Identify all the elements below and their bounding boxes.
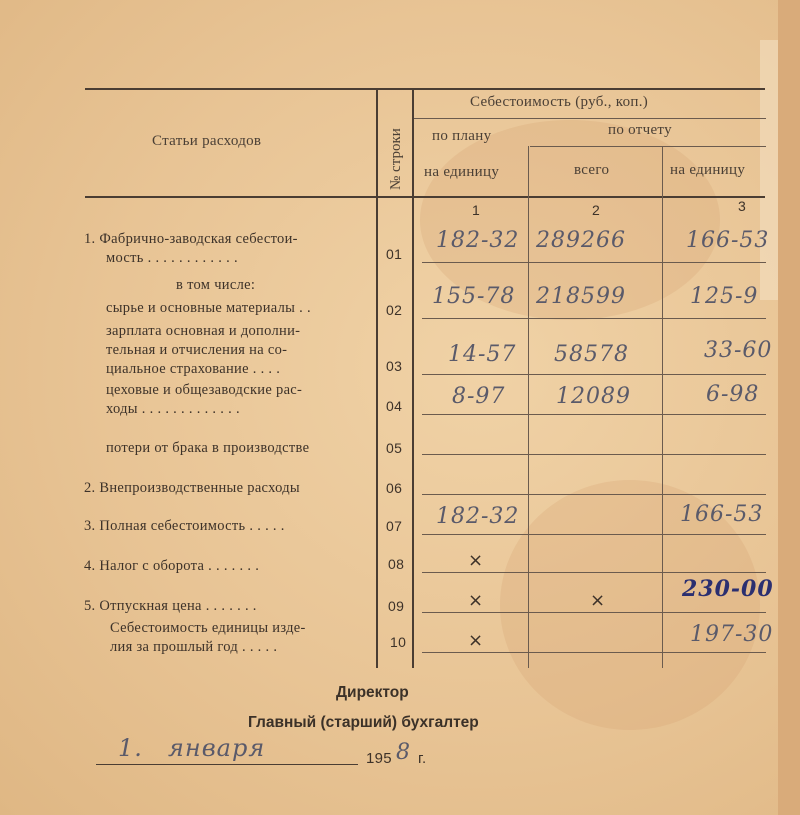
row-label: цеховые и общезаводские рас- bbox=[106, 382, 303, 398]
row-line bbox=[422, 494, 766, 495]
row-label: 1. Фабрично-заводская себестои- bbox=[84, 231, 298, 247]
paper-edge bbox=[778, 0, 800, 815]
row-line bbox=[422, 534, 766, 535]
date-line bbox=[96, 764, 358, 765]
column-divider bbox=[528, 146, 529, 668]
director-label: Директор bbox=[336, 684, 409, 701]
header-by-report: по отчету bbox=[608, 122, 672, 138]
row-code: 04 bbox=[386, 398, 403, 414]
row-line bbox=[422, 612, 766, 613]
handwritten-value: 289266 bbox=[536, 228, 626, 253]
row-line bbox=[422, 652, 766, 653]
row-line bbox=[422, 414, 766, 415]
row-label: зарплата основная и дополни- bbox=[106, 323, 301, 339]
column-divider bbox=[412, 88, 414, 668]
handwritten-value: 6-98 bbox=[706, 382, 760, 407]
year-suffix: г. bbox=[418, 750, 427, 767]
row-code: 09 bbox=[388, 598, 405, 614]
handwritten-value: 12089 bbox=[556, 384, 631, 409]
row-label: потери от брака в производстве bbox=[106, 440, 310, 456]
handwritten-value: 58578 bbox=[554, 342, 629, 367]
column-number: 1 bbox=[472, 202, 481, 218]
row-label: 2. Внепроизводственные расходы bbox=[84, 480, 300, 496]
handwritten-value: 218599 bbox=[536, 284, 626, 309]
cross-mark: × bbox=[468, 550, 484, 571]
header-report-per-unit: на единицу bbox=[670, 162, 746, 178]
handwritten-value: 155-78 bbox=[432, 284, 516, 309]
row-label: 3. Полная себестоимость . . . . . bbox=[84, 518, 285, 534]
row-label: 4. Налог с оборота . . . . . . . bbox=[84, 558, 260, 574]
handwritten-month: января bbox=[168, 734, 266, 762]
header-by-plan: по плану bbox=[432, 128, 492, 144]
year-prefix: 195 bbox=[366, 750, 392, 767]
row-label: ходы . . . . . . . . . . . . . bbox=[106, 401, 240, 417]
table-header-bottom-border bbox=[85, 196, 765, 198]
row-label: циальное страхование . . . . bbox=[106, 361, 281, 377]
handwritten-value: 182-32 bbox=[436, 504, 520, 529]
header-items: Статьи расходов bbox=[152, 133, 262, 149]
header-plan-per-unit: на единицу bbox=[424, 164, 500, 180]
handwritten-value: 166-53 bbox=[686, 228, 770, 253]
cross-mark: × bbox=[468, 590, 484, 611]
row-code: 03 bbox=[386, 358, 403, 374]
handwritten-day: 1. bbox=[118, 734, 143, 762]
row-line bbox=[422, 374, 766, 375]
row-label: сырье и основные материалы . . bbox=[106, 300, 311, 316]
row-line bbox=[422, 454, 766, 455]
handwritten-value: 230-00 bbox=[682, 576, 774, 602]
handwritten-value: 166-53 bbox=[680, 502, 764, 527]
header-divider bbox=[414, 118, 766, 119]
table-top-border bbox=[85, 88, 765, 90]
column-divider bbox=[376, 88, 378, 668]
handwritten-value: 197-30 bbox=[690, 622, 774, 647]
accountant-label: Главный (старший) бухгалтер bbox=[248, 714, 479, 731]
row-label: мость . . . . . . . . . . . . bbox=[106, 250, 238, 266]
handwritten-value: 182-32 bbox=[436, 228, 520, 253]
row-label: тельная и отчисления на со- bbox=[106, 342, 288, 358]
header-row-number: № строки bbox=[388, 128, 404, 190]
header-cost: Себестоимость (руб., коп.) bbox=[470, 94, 649, 110]
cross-mark: × bbox=[590, 590, 606, 611]
cross-mark: × bbox=[468, 630, 484, 651]
row-label: Себестоимость единицы изде- bbox=[110, 620, 306, 636]
row-code: 08 bbox=[388, 556, 405, 572]
row-code: 10 bbox=[390, 634, 407, 650]
row-line bbox=[422, 572, 766, 573]
row-line bbox=[422, 262, 766, 263]
handwritten-year-digit: 8 bbox=[396, 740, 411, 765]
handwritten-value: 14-57 bbox=[448, 342, 517, 367]
column-number: 3 bbox=[738, 198, 747, 214]
row-code: 02 bbox=[386, 302, 403, 318]
row-code: 07 bbox=[386, 518, 403, 534]
row-code: 06 bbox=[386, 480, 403, 496]
column-divider bbox=[662, 146, 663, 668]
handwritten-value: 8-97 bbox=[452, 384, 506, 409]
header-total: всего bbox=[574, 162, 610, 178]
column-number: 2 bbox=[592, 202, 601, 218]
row-label: в том числе: bbox=[176, 277, 256, 293]
row-label: 5. Отпускная цена . . . . . . . bbox=[84, 598, 257, 614]
row-code: 01 bbox=[386, 246, 403, 262]
handwritten-value: 125-9 bbox=[690, 284, 759, 309]
handwritten-value: 33-60 bbox=[704, 338, 773, 363]
header-divider bbox=[530, 146, 766, 147]
row-code: 05 bbox=[386, 440, 403, 456]
row-line bbox=[422, 318, 766, 319]
row-label: лия за прошлый год . . . . . bbox=[110, 639, 278, 655]
